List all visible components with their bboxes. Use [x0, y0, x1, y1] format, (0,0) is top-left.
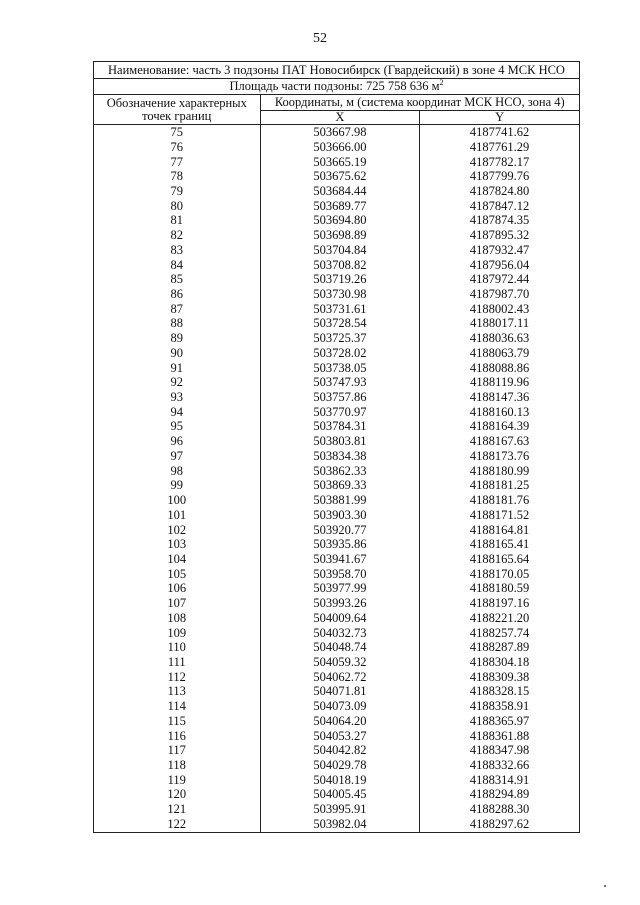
point-number-cell: 81 [94, 213, 261, 228]
x-coordinate-cell: 503977.99 [260, 581, 420, 596]
table-row [94, 802, 580, 817]
x-coordinate-cell: 503935.86 [260, 537, 420, 552]
y-coordinate-cell: 4188171.52 [420, 508, 580, 523]
y-coordinate-cell: 4188288.30 [420, 802, 580, 817]
y-coordinate-cell: 4188167.63 [420, 434, 580, 449]
x-coordinate-cell: 504018.19 [260, 773, 420, 788]
y-coordinate-cell: 4188309.38 [420, 670, 580, 685]
point-number-cell: 85 [94, 272, 261, 287]
point-number-cell: 75 [94, 125, 261, 140]
area-unit-superscript: 2 [439, 78, 444, 88]
x-coordinate-cell: 503784.31 [260, 419, 420, 434]
y-coordinate-cell: 4188002.43 [420, 302, 580, 317]
area-caption [94, 79, 580, 95]
point-number-cell: 115 [94, 714, 261, 729]
point-number-cell: 84 [94, 257, 261, 272]
point-number-cell: 94 [94, 405, 261, 420]
table-row [94, 390, 580, 405]
table-row [94, 243, 580, 258]
y-coordinate-cell: 4188257.74 [420, 625, 580, 640]
x-coordinate-cell: 504029.78 [260, 758, 420, 773]
point-number-cell: 117 [94, 743, 261, 758]
x-coordinate-cell: 503941.67 [260, 552, 420, 567]
y-coordinate-cell: 4187895.32 [420, 228, 580, 243]
y-coordinate-cell: 4188365.97 [420, 714, 580, 729]
table-row [94, 684, 580, 699]
coordinates-header: Координаты, м (система координат МСК НСО, зона 4) [260, 95, 579, 111]
point-number-cell: 98 [94, 464, 261, 479]
x-coordinate-cell: 503684.44 [260, 184, 420, 199]
point-header-line1: Обозначение характерных [106, 96, 247, 110]
x-coordinate-cell: 504048.74 [260, 640, 420, 655]
point-number-cell: 96 [94, 434, 261, 449]
y-coordinate-cell: 4188170.05 [420, 567, 580, 582]
y-coordinate-cell: 4188173.76 [420, 449, 580, 464]
point-number-cell: 88 [94, 316, 261, 331]
x-coordinate-cell: 503708.82 [260, 257, 420, 272]
x-coordinate-cell: 503869.33 [260, 478, 420, 493]
table-row [94, 228, 580, 243]
y-coordinate-cell: 4187987.70 [420, 287, 580, 302]
table-row [94, 625, 580, 640]
y-coordinate-cell: 4187874.35 [420, 213, 580, 228]
table-row [94, 611, 580, 626]
x-coordinate-cell: 503728.02 [260, 346, 420, 361]
y-coordinate-cell: 4188181.25 [420, 478, 580, 493]
y-coordinate-cell: 4188304.18 [420, 655, 580, 670]
point-number-cell: 76 [94, 140, 261, 155]
point-number-cell: 80 [94, 199, 261, 214]
x-coordinate-cell: 504059.32 [260, 655, 420, 670]
table-row [94, 743, 580, 758]
y-coordinate-cell: 4188164.39 [420, 419, 580, 434]
x-coordinate-cell: 503698.89 [260, 228, 420, 243]
point-number-cell: 104 [94, 552, 261, 567]
point-number-cell: 92 [94, 375, 261, 390]
y-coordinate-cell: 4188287.89 [420, 640, 580, 655]
x-coordinate-cell: 503803.81 [260, 434, 420, 449]
x-coordinate-cell: 504064.20 [260, 714, 420, 729]
point-number-cell: 110 [94, 640, 261, 655]
x-coordinate-cell: 503920.77 [260, 522, 420, 537]
point-header-line2: точек границ [142, 108, 212, 123]
y-coordinate-cell: 4188332.66 [420, 758, 580, 773]
y-coordinate-cell: 4187824.80 [420, 184, 580, 199]
point-number-cell: 91 [94, 361, 261, 376]
x-coordinate-cell: 503719.26 [260, 272, 420, 287]
point-number-cell: 111 [94, 655, 261, 670]
area-text: Площадь части подзоны: 725 758 636 м [229, 79, 440, 94]
x-coordinate-cell: 503704.84 [260, 243, 420, 258]
x-coordinate-cell: 503675.62 [260, 169, 420, 184]
x-column-header: X [260, 111, 420, 125]
table-row [94, 537, 580, 552]
table-row [94, 449, 580, 464]
point-number-cell: 87 [94, 302, 261, 317]
y-coordinate-cell: 4187761.29 [420, 140, 580, 155]
table-row [94, 714, 580, 729]
table-row [94, 272, 580, 287]
y-coordinate-cell: 4187956.04 [420, 257, 580, 272]
table-row [94, 213, 580, 228]
y-coordinate-cell: 4188297.62 [420, 817, 580, 832]
x-coordinate-cell: 503982.04 [260, 817, 420, 832]
point-number-cell: 86 [94, 287, 261, 302]
point-number-cell: 106 [94, 581, 261, 596]
table-row [94, 331, 580, 346]
x-coordinate-cell: 504005.45 [260, 787, 420, 802]
point-number-cell: 113 [94, 684, 261, 699]
point-number-cell: 116 [94, 728, 261, 743]
x-coordinate-cell: 504053.27 [260, 728, 420, 743]
table-row [94, 478, 580, 493]
y-coordinate-cell: 4187932.47 [420, 243, 580, 258]
table-row [94, 640, 580, 655]
y-coordinate-cell: 4188328.15 [420, 684, 580, 699]
table-row [94, 169, 580, 184]
y-coordinate-cell: 4188017.11 [420, 316, 580, 331]
table-title: Наименование: часть 3 подзоны ПАТ Новосибирск (Гвардейский) в зоне 4 МСК НСО [94, 62, 580, 79]
x-coordinate-cell: 503666.00 [260, 140, 420, 155]
table-row [94, 316, 580, 331]
table-row [94, 508, 580, 523]
table-row [94, 773, 580, 788]
y-coordinate-cell: 4188347.98 [420, 743, 580, 758]
point-number-cell: 120 [94, 787, 261, 802]
y-coordinate-cell: 4188180.99 [420, 464, 580, 479]
x-coordinate-cell: 503903.30 [260, 508, 420, 523]
point-number-cell: 93 [94, 390, 261, 405]
y-coordinate-cell: 4187782.17 [420, 154, 580, 169]
x-coordinate-cell: 503834.38 [260, 449, 420, 464]
table-row [94, 184, 580, 199]
point-number-cell: 83 [94, 243, 261, 258]
y-coordinate-cell: 4188294.89 [420, 787, 580, 802]
point-number-cell: 109 [94, 625, 261, 640]
point-number-cell: 108 [94, 611, 261, 626]
point-number-cell: 99 [94, 478, 261, 493]
y-coordinate-cell: 4188164.81 [420, 522, 580, 537]
table-row [94, 817, 580, 832]
x-coordinate-cell: 503958.70 [260, 567, 420, 582]
point-number-cell: 78 [94, 169, 261, 184]
y-coordinate-cell: 4188358.91 [420, 699, 580, 714]
y-coordinate-cell: 4188197.16 [420, 596, 580, 611]
table-row [94, 302, 580, 317]
y-coordinate-cell: 4188036.63 [420, 331, 580, 346]
table-row [94, 375, 580, 390]
table-row [94, 552, 580, 567]
x-coordinate-cell: 504071.81 [260, 684, 420, 699]
point-number-cell: 114 [94, 699, 261, 714]
table-row [94, 346, 580, 361]
point-number-cell: 97 [94, 449, 261, 464]
x-coordinate-cell: 503667.98 [260, 125, 420, 140]
y-coordinate-cell: 4188063.79 [420, 346, 580, 361]
y-coordinate-cell: 4188088.86 [420, 361, 580, 376]
point-number-cell: 95 [94, 419, 261, 434]
x-coordinate-cell: 503993.26 [260, 596, 420, 611]
point-number-cell: 100 [94, 493, 261, 508]
coordinates-body [94, 125, 580, 833]
x-coordinate-cell: 503730.98 [260, 287, 420, 302]
x-coordinate-cell: 504073.09 [260, 699, 420, 714]
point-number-cell: 82 [94, 228, 261, 243]
x-coordinate-cell: 504042.82 [260, 743, 420, 758]
x-coordinate-cell: 503862.33 [260, 464, 420, 479]
point-number-cell: 79 [94, 184, 261, 199]
coordinates-table [93, 61, 580, 833]
x-coordinate-cell: 504032.73 [260, 625, 420, 640]
table-row [94, 567, 580, 582]
point-number-cell: 112 [94, 670, 261, 685]
point-number-cell: 77 [94, 154, 261, 169]
y-coordinate-cell: 4187972.44 [420, 272, 580, 287]
table-row [94, 199, 580, 214]
table-row [94, 140, 580, 155]
y-coordinate-cell: 4187799.76 [420, 169, 580, 184]
table-row [94, 581, 580, 596]
table-row [94, 493, 580, 508]
y-coordinate-cell: 4188119.96 [420, 375, 580, 390]
table-row [94, 728, 580, 743]
point-number-cell: 89 [94, 331, 261, 346]
y-coordinate-cell: 4188314.91 [420, 773, 580, 788]
x-coordinate-cell: 504062.72 [260, 670, 420, 685]
table-row [94, 464, 580, 479]
y-coordinate-cell: 4188147.36 [420, 390, 580, 405]
point-number-cell: 101 [94, 508, 261, 523]
table-row [94, 257, 580, 272]
table-row [94, 787, 580, 802]
point-number-cell: 121 [94, 802, 261, 817]
x-coordinate-cell: 503881.99 [260, 493, 420, 508]
point-number-cell: 107 [94, 596, 261, 611]
table-row [94, 287, 580, 302]
point-number-cell: 105 [94, 567, 261, 582]
y-coordinate-cell: 4188180.59 [420, 581, 580, 596]
x-coordinate-cell: 503728.54 [260, 316, 420, 331]
x-coordinate-cell: 503665.19 [260, 154, 420, 169]
x-coordinate-cell: 504009.64 [260, 611, 420, 626]
table-row [94, 596, 580, 611]
table-row [94, 405, 580, 420]
table-row [94, 125, 580, 140]
point-number-cell: 90 [94, 346, 261, 361]
point-id-header [94, 95, 261, 125]
y-coordinate-cell: 4187741.62 [420, 125, 580, 140]
x-coordinate-cell: 503725.37 [260, 331, 420, 346]
table-row [94, 699, 580, 714]
x-coordinate-cell: 503757.86 [260, 390, 420, 405]
y-coordinate-cell: 4188165.41 [420, 537, 580, 552]
x-coordinate-cell: 503689.77 [260, 199, 420, 214]
table-row [94, 522, 580, 537]
point-number-cell: 119 [94, 773, 261, 788]
x-coordinate-cell: 503738.05 [260, 361, 420, 376]
x-coordinate-cell: 503731.61 [260, 302, 420, 317]
y-column-header: Y [420, 111, 580, 125]
table-row [94, 434, 580, 449]
point-number-cell: 102 [94, 522, 261, 537]
y-coordinate-cell: 4188165.64 [420, 552, 580, 567]
y-coordinate-cell: 4188361.88 [420, 728, 580, 743]
table-row [94, 655, 580, 670]
table-row [94, 758, 580, 773]
y-coordinate-cell: 4188221.20 [420, 611, 580, 626]
scan-speck [604, 885, 606, 887]
point-number-cell: 103 [94, 537, 261, 552]
table-row [94, 154, 580, 169]
y-coordinate-cell: 4188181.76 [420, 493, 580, 508]
y-coordinate-cell: 4187847.12 [420, 199, 580, 214]
x-coordinate-cell: 503694.80 [260, 213, 420, 228]
x-coordinate-cell: 503770.97 [260, 405, 420, 420]
table-row [94, 361, 580, 376]
page-number: 52 [313, 31, 327, 46]
x-coordinate-cell: 503995.91 [260, 802, 420, 817]
x-coordinate-cell: 503747.93 [260, 375, 420, 390]
table-row [94, 670, 580, 685]
table-row [94, 419, 580, 434]
point-number-cell: 122 [94, 817, 261, 832]
point-number-cell: 118 [94, 758, 261, 773]
y-coordinate-cell: 4188160.13 [420, 405, 580, 420]
